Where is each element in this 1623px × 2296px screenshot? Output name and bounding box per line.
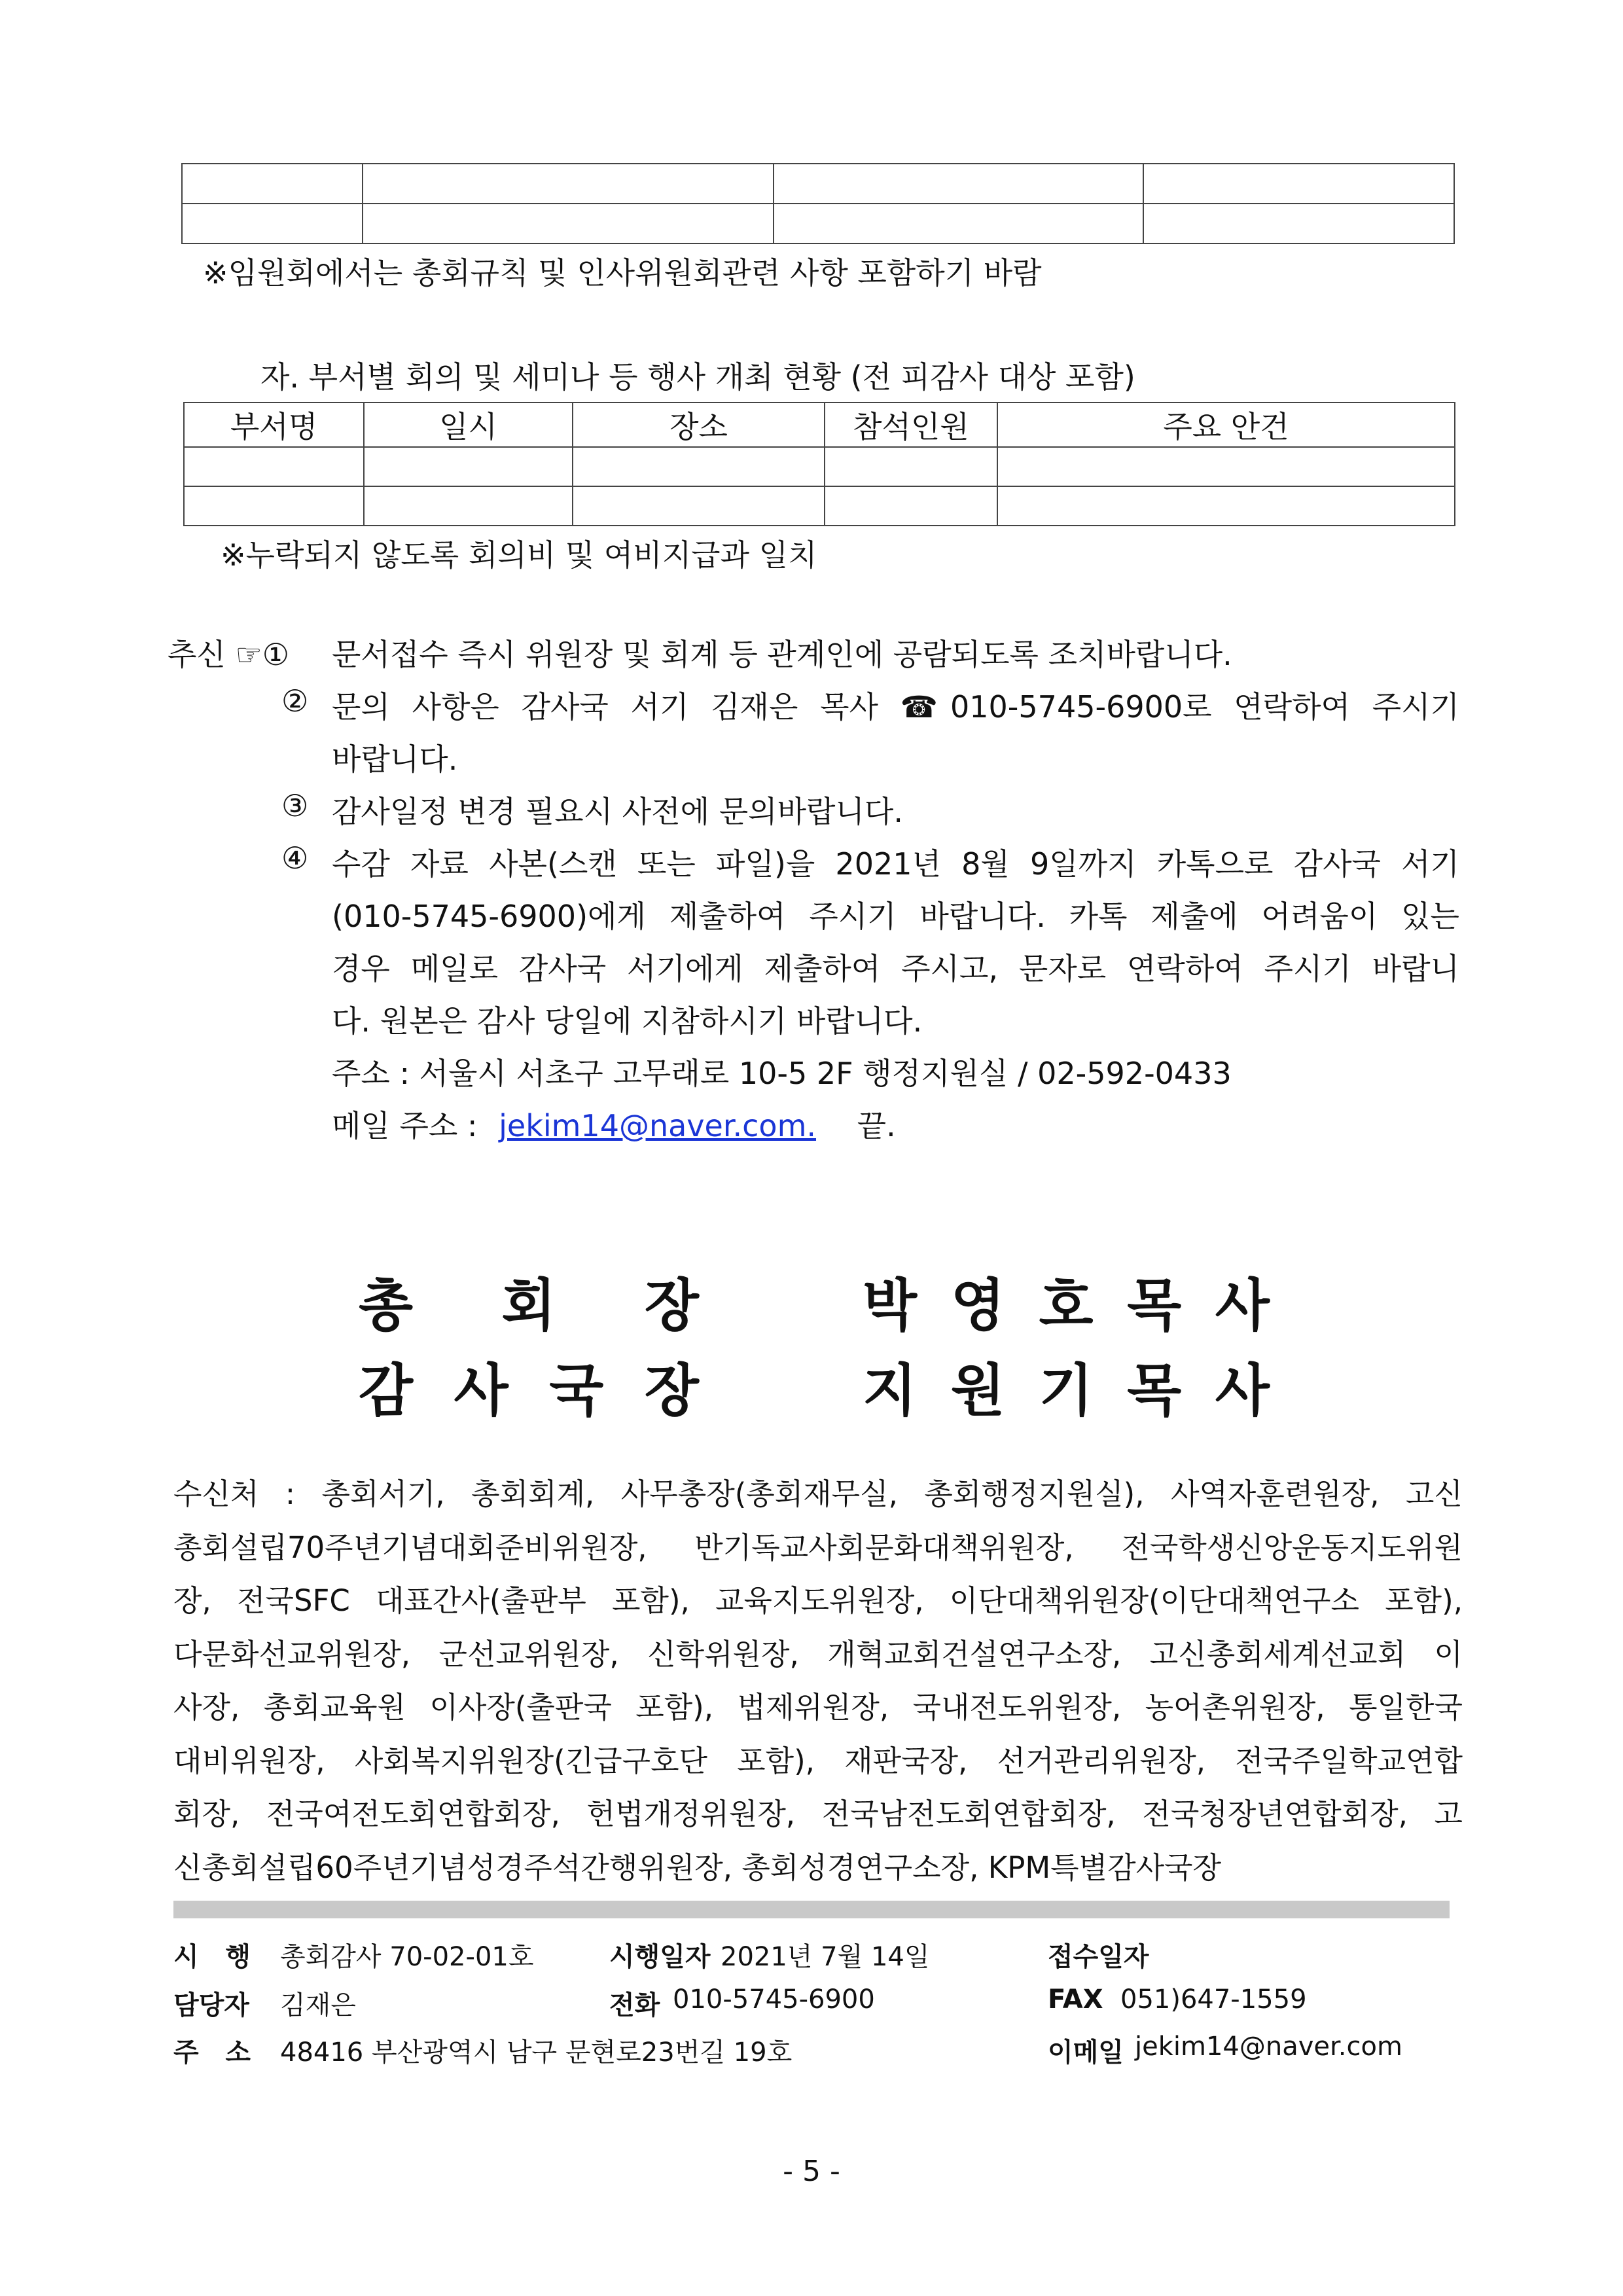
column-header: 참석인원 [825,403,997,447]
table-cell [825,486,997,526]
distribution-list [173,1467,1463,1894]
spaced-character: 호 [1039,1272,1094,1338]
signature-row-1 [0,1260,1623,1338]
spaced-character: 박 [863,1272,918,1338]
signature-title-1 [359,1260,699,1341]
footer-receipt-date-label: 접수일자 [1048,1942,1149,1972]
table-cell [364,486,573,526]
table-row [182,204,1454,243]
table-cell [363,164,774,204]
footer-phone-label: 전화 [609,1990,660,2020]
table-cell [573,447,825,486]
table-cell [364,447,573,486]
mail-link[interactable]: jekim14@naver.com. [499,1108,817,1143]
distribution-line: 장, 전국SFC 대표간사(출판부 포함), 교육지도위원장, 이단대책위원장(이단대책연구소 포함), [173,1583,1463,1618]
column-header: 장소 [573,403,825,447]
spaced-character: 영 [950,1272,1005,1338]
section-note: ※누락되지 않도록 회의비 및 여비지급과 일치 [221,537,817,573]
distribution-line: 수신처 : 총회서기, 총회회계, 사무총장(총회재무실, 총회행정지원실), 사역자훈련원장, 고신 [173,1477,1463,1511]
table-row [182,164,1454,204]
table-cell [573,486,825,526]
postscript-address: 주소 : 서울시 서초구 고무래로 10-5 2F 행정지원실 / 02-592-0433 [332,1056,1232,1091]
spaced-character: 목 [1127,1357,1182,1424]
spaced-character: 사 [1215,1272,1270,1338]
footer-address-label [173,2032,251,2069]
section-heading: 자. 부서별 회의 및 세미나 등 행사 개최 현황 (전 피감사 대상 포함) [260,359,1135,395]
table-cell [997,486,1455,526]
postscript-item-2-line-1: 문의 사항은 감사국 서기 김재은 목사 ☎010-5745-6900로 연락하여 주시기 [332,689,1459,725]
column-header: 일시 [364,403,573,447]
signature-row-2 [0,1345,1623,1424]
distribution-line: 회장, 전국여전도회연합회장, 헌법개정위원장, 전국남전도회연합회장, 전국청장년연합회장, 고 [173,1797,1463,1831]
table-cell [184,447,364,486]
signature-name-2 [863,1345,1270,1426]
spaced-character: 목 [1127,1272,1182,1338]
footer-manager-label: 담당자 [173,1990,249,2020]
table-cell [997,447,1455,486]
top-table [181,163,1455,244]
footer-email-label: 이메일 [1048,2037,1124,2068]
spaced-character: 사 [1215,1357,1270,1424]
distribution-line: 총회설립70주년기념대회준비위원장, 반기독교사회문화대책위원장, 전국학생신앙운동지도위원 [173,1530,1463,1565]
page-number: - 5 - [783,2155,840,2188]
footer-manager-value: 김재은 [280,1990,356,2020]
column-header: 주요 안건 [997,403,1455,447]
table-cell [184,486,364,526]
postscript-item-1: 문서접수 즉시 위원장 및 회계 등 관계인에 공람되도록 조치바랍니다. [332,637,1232,672]
table-cell [774,164,1143,204]
mail-label: 메일 주소 : [332,1108,478,1143]
spaced-character: 장 [644,1272,699,1338]
spaced-character: 감 [359,1357,414,1424]
table-row [184,486,1455,526]
signature-title-2 [359,1345,699,1426]
spaced-character: 장 [644,1357,699,1424]
footer-divider [173,1901,1450,1918]
postscript-mark-3: ③ [281,788,309,823]
footer-email-value: jekim14@naver.com [1135,2032,1402,2062]
distribution-line: 신총회설립60주년기념성경주석간행위원장, 총회성경연구소장, KPM특별감사국장 [173,1850,1221,1885]
spaced-character: 국 [549,1357,604,1424]
postscript-item-4-line-1: 수감 자료 사본(스캔 또는 파일)을 2021년 8월 9일까지 카톡으로 감사국 서기 [332,846,1459,882]
postscript-label: 추신 ☞① [168,637,289,672]
spaced-character: 행 [225,1942,251,1972]
postscript-item-3: 감사일정 변경 필요시 사전에 문의바랍니다. [332,794,903,829]
signature-name-1 [863,1260,1270,1341]
spaced-character: 소 [225,2037,251,2068]
table-cell [1143,204,1454,243]
spaced-character: 회 [501,1272,556,1338]
postscript-item-2-line-2: 바랍니다. [332,742,458,777]
distribution-line: 다문화선교위원장, 군선교위원장, 신학위원장, 개혁교회건설연구소장, 고신총회세계선교회 이 [173,1636,1463,1672]
postscript-item-4-line-2: (010-5745-6900)에게 제출하여 주시기 바랍니다. 카톡 제출에 어려움이 있는 [332,899,1459,934]
footer-fax-label: FAX [1048,1984,1103,2015]
footer-address-value: 48416 부산광역시 남구 문현로23번길 19호 [280,2037,793,2068]
distribution-line: 사장, 총회교육원 이사장(출판국 포함), 법제위원장, 국내전도위원장, 농어촌위원장, 통일한국 [173,1690,1463,1725]
spaced-character: 시 [173,1942,199,1972]
footer-fax-value: 051)647-1559 [1120,1984,1307,2015]
distribution-line: 대비위원장, 사회복지위원장(긴급구호단 포함), 재판국장, 선거관리위원장, 전국주일학교연합 [173,1743,1463,1778]
spaced-character: 지 [863,1357,918,1424]
table-row [184,447,1455,486]
end-mark: 끝. [857,1108,896,1143]
table-cell [825,447,997,486]
postscript-item-4-line-4: 다. 원본은 감사 당일에 지참하시기 바랍니다. [332,1003,923,1039]
postscript-mark-4: ④ [281,840,309,876]
postscript-mail-line [332,1102,896,1145]
table-cell [182,204,363,243]
event-table [183,402,1455,526]
table-header-row [184,403,1455,447]
spaced-character: 기 [1039,1357,1094,1424]
top-note: ※임원회에서는 총회규칙 및 인사위원회관련 사항 포함하기 바람 [203,255,1042,291]
table-cell [182,164,363,204]
footer-enforce-value: 총회감사 70-02-01호 [280,1942,534,1972]
postscript-item-4-line-3: 경우 메일로 감사국 서기에게 제출하여 주시고, 문자로 연락하여 주시기 바랍니 [332,951,1459,986]
spaced-character: 원 [950,1357,1005,1424]
spaced-character: 사 [454,1357,508,1424]
column-header: 부서명 [184,403,364,447]
footer-phone-value: 010-5745-6900 [673,1984,875,2015]
footer-enforce-label [173,1936,251,1973]
table-cell [363,204,774,243]
footer-enforce-date-value: 2021년 7월 14일 [721,1942,930,1972]
spaced-character: 총 [359,1272,414,1338]
postscript-mark-2: ② [281,683,309,719]
spaced-character: 주 [173,2037,199,2068]
footer-enforce-date-label: 시행일자 [609,1942,711,1972]
table-cell [1143,164,1454,204]
table-cell [774,204,1143,243]
